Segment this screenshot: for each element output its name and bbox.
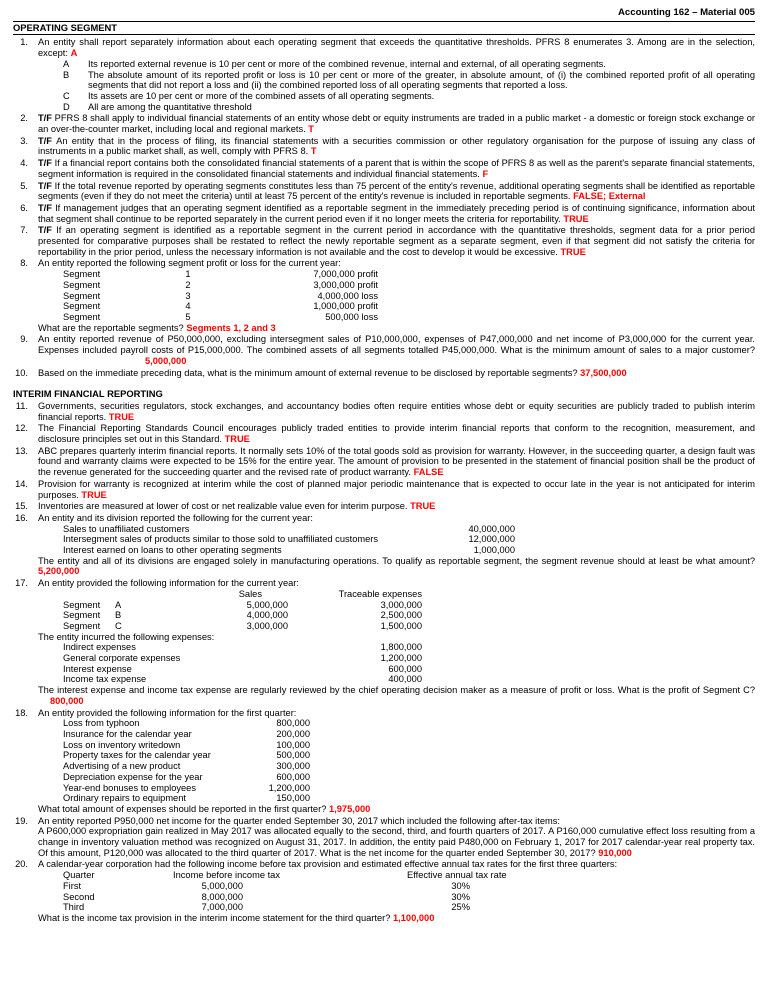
table-cell: Sales to unaffiliated customers bbox=[63, 523, 190, 534]
text-run: The entity and all of its divisions are engaged solely in manufacturing operations. To qualify as reportable segment, the segment revenue should at least be what amount? bbox=[38, 555, 755, 566]
text-run: T/F bbox=[38, 180, 55, 191]
table-cell: General corporate expenses bbox=[63, 653, 181, 664]
answer-text: 5,000,000 bbox=[145, 355, 187, 366]
answer-text: 1,100,000 bbox=[393, 912, 435, 923]
data-table bbox=[38, 600, 755, 632]
table-cell: 4,000,000 loss bbox=[317, 290, 378, 301]
list-item bbox=[13, 708, 755, 815]
table-cell: 800,000 bbox=[276, 718, 310, 729]
list-item bbox=[13, 181, 755, 202]
item-number: 8. bbox=[20, 258, 28, 269]
item-body bbox=[38, 37, 755, 112]
paragraph bbox=[38, 113, 755, 134]
item-body bbox=[38, 446, 755, 478]
text-run: A P600,000 expropriation gain realized in May 2017 was allocated equally to the second, third, and fourth quarters of 2017. A P160,000 cumulative effect loss resulting from a change in inventory valuation method was recognized on August 31, 2017. In addition, the entity paid P480,000 on February 1, 2017 for 2017 calendar-year real property tax. Of this amount, P120,000 was allocated to the third quarter of 2017. What is the net income for the quarter ended September 30, 2017? bbox=[38, 826, 755, 858]
table-cell: Loss from typhoon bbox=[63, 718, 140, 729]
table-cell: 25% bbox=[451, 902, 470, 913]
table-cell: Advertising of a new product bbox=[63, 761, 181, 772]
answer-text: 910,000 bbox=[598, 847, 632, 858]
data-table bbox=[38, 642, 755, 685]
answer-text: FALSE; External bbox=[573, 191, 646, 202]
text-run: An entity and its division reported the following for the current year: bbox=[38, 512, 313, 523]
table-cell: Interest earned on loans to other operating segments bbox=[63, 545, 282, 556]
table-cell: Depreciation expense for the year bbox=[63, 771, 203, 782]
table-cell: 1,200,000 bbox=[268, 782, 310, 793]
text-run: What are the reportable segments? bbox=[38, 322, 187, 333]
paragraph bbox=[38, 368, 755, 379]
text-run: T/F bbox=[38, 202, 56, 213]
item-number: 20. bbox=[15, 859, 28, 870]
list-item bbox=[13, 203, 755, 224]
item-body bbox=[38, 859, 755, 923]
document-body bbox=[13, 23, 755, 924]
text-run: The entity incurred the following expenses: bbox=[38, 631, 215, 642]
list-item bbox=[13, 446, 755, 478]
table-cell: 100,000 bbox=[276, 739, 310, 750]
paragraph bbox=[38, 225, 755, 257]
table-cell: Segment bbox=[63, 610, 101, 621]
table-cell: 3,000,000 bbox=[246, 620, 288, 631]
table-cell: 1,800,000 bbox=[380, 642, 422, 653]
text-run: An entity provided the following information for the first quarter: bbox=[38, 707, 297, 718]
list-item bbox=[13, 113, 755, 134]
table-cell: 5,000,000 bbox=[246, 599, 288, 610]
paragraph bbox=[38, 37, 755, 58]
item-number: 5. bbox=[20, 180, 28, 191]
item-number: 1. bbox=[20, 37, 28, 48]
paragraph bbox=[38, 401, 755, 422]
text-run: Based on the immediate preceding data, what is the minimum amount of external revenue to be disclosed by reportable segments? bbox=[38, 367, 581, 378]
table-cell: Interest expense bbox=[63, 663, 132, 674]
paragraph bbox=[38, 423, 755, 444]
text-run: Inventories are measured at lower of cost or net realizable value even for interim purpose. bbox=[38, 501, 411, 512]
list-item bbox=[13, 368, 755, 379]
table-cell: 5 bbox=[185, 311, 191, 322]
table-cell: Second bbox=[63, 891, 95, 902]
item-number: 10. bbox=[15, 367, 28, 378]
item-body bbox=[38, 501, 755, 512]
item-number: 2. bbox=[20, 113, 28, 124]
section bbox=[13, 23, 755, 379]
table-cell: 1 bbox=[185, 269, 191, 280]
table-cell: Year-end bonuses to employees bbox=[63, 782, 197, 793]
option-row bbox=[38, 91, 755, 102]
table-cell: 7,000,000 profit bbox=[313, 269, 378, 280]
item-body bbox=[38, 113, 755, 134]
text-run: An entity shall report separately information about each operating segment that exceeds the quantitative thresholds. PFRS 8 enumerates 3. Among are in the selection, except: bbox=[38, 37, 755, 59]
paragraph bbox=[38, 181, 755, 202]
list-item bbox=[13, 158, 755, 179]
item-number: 13. bbox=[15, 445, 28, 456]
list-item bbox=[13, 136, 755, 157]
data-table bbox=[38, 718, 755, 804]
text-run: Governments, securities regulators, stock exchanges, and accountancy bodies often require entities whose debt or equity securities are publicly traded to publish interim financial reports. bbox=[38, 400, 755, 422]
item-number: 16. bbox=[15, 512, 28, 523]
item-body bbox=[38, 225, 755, 257]
table-cell: 150,000 bbox=[276, 793, 310, 804]
table-cell: Sales bbox=[238, 588, 262, 599]
table-cell: Traceable expenses bbox=[338, 588, 422, 599]
paragraph bbox=[38, 632, 755, 643]
table-cell: 400,000 bbox=[388, 674, 422, 685]
paragraph bbox=[38, 826, 755, 858]
list-item bbox=[13, 225, 755, 257]
table-cell: 30% bbox=[451, 880, 470, 891]
item-number: 6. bbox=[20, 202, 28, 213]
table-cell: Segment bbox=[63, 290, 101, 301]
answer-text: TRUE bbox=[81, 489, 107, 500]
text-run: An entity provided the following information for the current year: bbox=[38, 578, 299, 589]
section-title: INTERIM FINANCIAL REPORTING bbox=[13, 388, 163, 400]
list-item bbox=[13, 37, 755, 112]
item-body bbox=[38, 181, 755, 202]
table-cell: 500,000 bbox=[276, 750, 310, 761]
paragraph bbox=[38, 685, 755, 706]
answer-text: A bbox=[70, 48, 78, 59]
item-body bbox=[38, 423, 755, 444]
text-run: T/F bbox=[38, 113, 55, 124]
paragraph bbox=[38, 578, 755, 589]
table-cell: 500,000 loss bbox=[325, 311, 378, 322]
list-item bbox=[13, 258, 755, 333]
table-cell: 3 bbox=[185, 290, 191, 301]
table-cell: C bbox=[115, 620, 122, 631]
table-cell: B bbox=[115, 610, 122, 621]
item-body bbox=[38, 136, 755, 157]
item-body bbox=[38, 158, 755, 179]
item-number: 19. bbox=[15, 815, 28, 826]
text-run: The interest expense and income tax expense are regularly reviewed by the chief operating decision maker as a measure of profit or loss. What is the profit of Segment C? bbox=[38, 685, 755, 696]
table-cell: Intersegment sales of products similar to those sold to unaffiliated customers bbox=[63, 534, 379, 545]
table-cell: 2,500,000 bbox=[380, 610, 422, 621]
item-number: 12. bbox=[15, 423, 28, 434]
text-run: T/F bbox=[38, 158, 55, 169]
table-cell: 2 bbox=[185, 279, 191, 290]
paragraph bbox=[38, 501, 755, 512]
data-table bbox=[38, 269, 755, 323]
header-title: Accounting 162 – Material 005 bbox=[617, 7, 755, 18]
item-number: 9. bbox=[20, 334, 28, 345]
answer-text: TRUE bbox=[563, 213, 589, 224]
paragraph bbox=[38, 158, 755, 179]
table-cell: 3,000,000 bbox=[380, 599, 422, 610]
paragraph bbox=[38, 804, 755, 815]
table-cell: Loss on inventory writedown bbox=[63, 739, 181, 750]
option-text: All are among the quantitative threshold bbox=[88, 101, 252, 112]
item-number: 3. bbox=[20, 135, 28, 146]
text-run: What is the income tax provision in the interim income statement for the third quarter? bbox=[38, 912, 393, 923]
list-item bbox=[13, 334, 755, 366]
table-cell: 600,000 bbox=[388, 663, 422, 674]
answer-text: TRUE bbox=[560, 246, 586, 257]
item-body bbox=[38, 513, 755, 577]
answer-text: F bbox=[482, 168, 489, 179]
answer-text: FALSE bbox=[413, 467, 444, 478]
item-number: 4. bbox=[20, 158, 28, 169]
answer-text: Segments 1, 2 and 3 bbox=[186, 322, 276, 333]
text-run: If a financial report contains both the consolidated financial statements of a parent that is within the scope of PFRS 8 as well as the parent's separate financial statements, segment information is required in the consolidated financial statements and individual financial statements. bbox=[38, 158, 755, 179]
item-body bbox=[38, 708, 755, 815]
text-run: A calendar-year corporation had the following income before tax provision and estimated effective annual tax rates for the first three quarters: bbox=[38, 859, 618, 870]
item-body bbox=[38, 334, 755, 366]
paragraph bbox=[38, 136, 755, 157]
table-cell: Segment bbox=[63, 269, 101, 280]
table-cell: 7,000,000 bbox=[201, 902, 243, 913]
data-table bbox=[38, 870, 755, 881]
item-body bbox=[38, 203, 755, 224]
text-run: If the total revenue reported by operating segments constitutes less than 75 percent of the entity's revenue, additional operating segments shall be identified as reportable segments (even if they do not meet the criteria) until at least 75 percent of the entity's revenue is included in reportable segments. bbox=[38, 180, 755, 202]
list-item bbox=[13, 513, 755, 577]
table-cell: First bbox=[63, 880, 82, 891]
table-cell: 1,500,000 bbox=[380, 620, 422, 631]
table-cell: A bbox=[115, 599, 122, 610]
list-item bbox=[13, 479, 755, 500]
item-body bbox=[38, 368, 755, 379]
table-cell: 5,000,000 bbox=[201, 880, 243, 891]
option-row bbox=[38, 102, 755, 113]
table-cell: Third bbox=[63, 902, 85, 913]
item-number: 18. bbox=[15, 707, 28, 718]
answer-text: 5,200,000 bbox=[38, 566, 80, 577]
table-cell: 1,200,000 bbox=[380, 653, 422, 664]
paragraph bbox=[38, 816, 755, 827]
table-cell: Quarter bbox=[63, 870, 95, 881]
table-cell: Income before income tax bbox=[173, 870, 280, 881]
table-cell: 4 bbox=[185, 301, 191, 312]
text-run: An entity reported revenue of P50,000,000, excluding intersegment sales of P10,000,000, expenses of P47,000,000 and net income of P3,000,000 for the current year. Expenses included payroll costs of P15,000,000. The combined assets of all segments totalled P45,000,000. What is the minimum amount of sales to a major customer? bbox=[38, 334, 755, 356]
table-cell: Indirect expenses bbox=[63, 642, 136, 653]
table-cell: 12,000,000 bbox=[468, 534, 515, 545]
answer-text: TRUE bbox=[108, 411, 135, 422]
answer-text: 800,000 bbox=[50, 695, 84, 706]
text-run: T/F bbox=[38, 135, 57, 146]
option-row bbox=[38, 70, 755, 91]
list-item bbox=[13, 401, 755, 422]
text-run: An entity reported P950,000 net income for the quarter ended September 30, 2017 which included the following after-tax items: bbox=[38, 815, 560, 826]
paragraph bbox=[38, 446, 755, 478]
table-cell: 1,000,000 profit bbox=[313, 301, 378, 312]
table-cell: Effective annual tax rate bbox=[407, 870, 507, 881]
paragraph bbox=[38, 334, 755, 366]
item-body bbox=[38, 258, 755, 333]
section bbox=[13, 389, 755, 923]
table-cell: Segment bbox=[63, 301, 101, 312]
paragraph bbox=[38, 913, 755, 924]
table-cell: 8,000,000 bbox=[201, 891, 243, 902]
text-run: PFRS 8 shall apply to individual financial statements of an entity whose debt or equity instruments are traded in a public market - a domestic or foreign stock exchange or an over-the-counter market, including local and regional markets. bbox=[38, 113, 755, 135]
table-cell: Insurance for the calendar year bbox=[63, 729, 192, 739]
text-run: An entity reported the following segment profit or loss for the current year: bbox=[38, 258, 341, 269]
list-item bbox=[13, 859, 755, 923]
paragraph bbox=[38, 556, 755, 577]
option-text: Its reported external revenue is 10 per cent or more of the combined revenue, internal and external, of all operating segments. bbox=[88, 58, 606, 69]
item-body bbox=[38, 816, 755, 859]
table-cell: 200,000 bbox=[276, 729, 310, 739]
option-letter: C bbox=[63, 90, 70, 101]
data-table bbox=[38, 589, 755, 600]
answer-text: 37,500,000 bbox=[580, 367, 627, 378]
paragraph bbox=[38, 513, 755, 524]
option-text: The absolute amount of its reported profit or loss is 10 per cent or more of the greater, in absolute amount, of (i) the combined reported profit of all operating segments that did not report a loss and (ii) the combined reported loss of all operating segments that reported a loss. bbox=[88, 69, 755, 91]
text-run: ABC prepares quarterly interim financial reports. It normally sets 10% of the total goods sold as provision for warranty. However, in the succeeding quarter, a design fault was found and warranty claims were expected to be 15% for the entire year. The amount of provision to be presented in the statement of financial position shall be the product of the revenue generated for the succeeding quarter and the revised rate of product warranty. bbox=[38, 445, 755, 478]
answer-text: T bbox=[310, 146, 317, 157]
table-cell: Ordinary repairs to equipment bbox=[63, 793, 186, 804]
table-cell: 30% bbox=[451, 891, 470, 902]
table-cell: 3,000,000 profit bbox=[313, 279, 378, 290]
data-table bbox=[38, 524, 755, 556]
table-cell: Segment bbox=[63, 311, 101, 322]
item-body bbox=[38, 401, 755, 422]
item-number: 11. bbox=[15, 400, 28, 411]
item-body bbox=[38, 479, 755, 500]
item-number: 14. bbox=[15, 478, 28, 489]
table-cell: 1,000,000 bbox=[473, 545, 515, 556]
option-row bbox=[38, 59, 755, 70]
paragraph bbox=[38, 859, 755, 870]
paragraph bbox=[38, 258, 755, 269]
text-run: If an operating segment is identified as a reportable segment in the current period in accordance with the quantitative thresholds, segment data for a prior period presented for comparative purposes shall be restated to reflect the newly reportable segment as a separate segment, even if that segment did not satisfy the criteria for reportability in the prior period, unless the necessary information is not available and the cost to develop it would be excessive. bbox=[38, 225, 755, 257]
table-cell: Income tax expense bbox=[63, 674, 147, 685]
text-run: Provision for warranty is recognized at interim while the cost of planned major periodic maintenance that is expected to occur late in the year is not anticipated for interim purposes. bbox=[38, 478, 755, 500]
text-run: What total amount of expenses should be reported in the first quarter? bbox=[38, 803, 329, 814]
text-run: If management judges that an operating segment identified as a reportable segment in the immediately preceding period is of continuing significance, information about that segment shall continue to be reported separately in the current period even if it no longer meets the criteria for reportability. bbox=[38, 202, 755, 224]
option-letter: B bbox=[63, 69, 70, 80]
paragraph bbox=[38, 203, 755, 224]
answer-text: T bbox=[308, 124, 314, 135]
text-run: An entity that in the process of filing, its financial statements with a securities commission or other regulatory organisation for the purpose of issuing any class of instruments in a public market shall, as well, comply with PFRS 8. bbox=[38, 135, 755, 157]
section-title: OPERATING SEGMENT bbox=[13, 23, 755, 36]
item-number: 7. bbox=[20, 225, 28, 236]
option-letter: D bbox=[63, 101, 70, 112]
table-cell: Segment bbox=[63, 279, 101, 290]
table-cell: Segment bbox=[63, 620, 101, 631]
answer-text: TRUE bbox=[224, 434, 250, 445]
table-cell: Segment bbox=[63, 599, 101, 610]
option-text: Its assets are 10 per cent or more of the combined assets of all operating segments. bbox=[88, 90, 435, 101]
answer-text: TRUE bbox=[410, 501, 436, 512]
paragraph bbox=[38, 479, 755, 500]
item-number: 17. bbox=[15, 578, 28, 589]
text-run: The Financial Reporting Standards Council encourages publicly traded entities to provide interim financial reports that conform to the recognition, measurement, and disclosure principles set out in this Standard. bbox=[38, 423, 755, 445]
table-cell: Property taxes for the calendar year bbox=[63, 750, 211, 761]
list-item bbox=[13, 501, 755, 512]
table-cell: 600,000 bbox=[276, 771, 310, 782]
list-item bbox=[13, 578, 755, 706]
item-body bbox=[38, 578, 755, 706]
document-header bbox=[13, 8, 755, 22]
list-item bbox=[13, 816, 755, 859]
data-table bbox=[38, 881, 755, 913]
answer-text: 1,975,000 bbox=[328, 803, 371, 814]
option-letter: A bbox=[63, 58, 70, 69]
table-cell: 300,000 bbox=[276, 761, 310, 772]
list-item bbox=[13, 423, 755, 444]
paragraph bbox=[38, 323, 755, 334]
table-cell: 4,000,000 bbox=[246, 610, 288, 621]
table-cell: 40,000,000 bbox=[468, 523, 515, 534]
text-run: T/F bbox=[38, 225, 57, 236]
item-number: 15. bbox=[15, 501, 28, 512]
paragraph bbox=[38, 708, 755, 719]
